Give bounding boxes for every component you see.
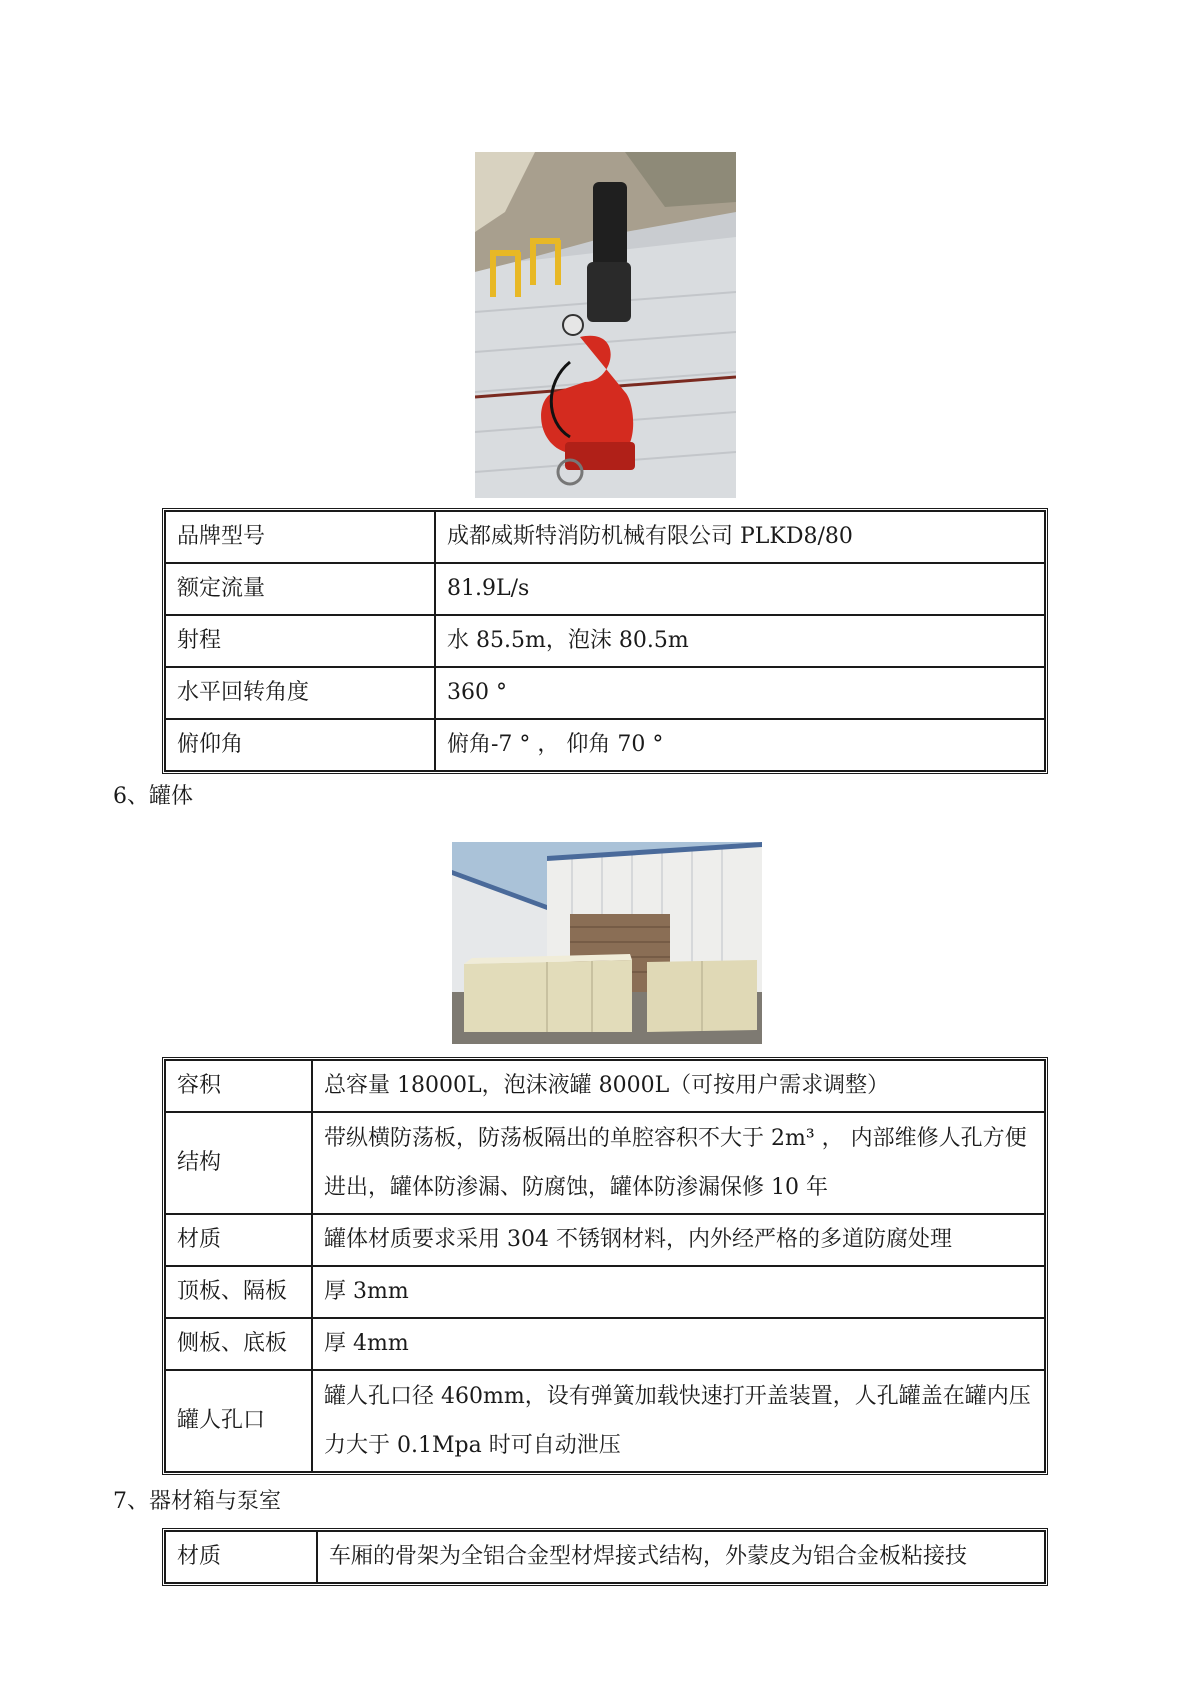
spec-value: 罐人孔口径 460mm，设有弹簧加载快速打开盖装置，人孔罐盖在罐内压力大于 0.1Mpa 时可自动泄压	[312, 1370, 1045, 1472]
spec-value: 厚 4mm	[312, 1318, 1045, 1370]
spec-label: 额定流量	[165, 563, 435, 615]
table-row	[165, 615, 1045, 667]
spec-label: 俯仰角	[165, 719, 435, 771]
spec-label: 品牌型号	[165, 511, 435, 563]
fire-monitor-photo	[475, 152, 736, 498]
spec-label: 射程	[165, 615, 435, 667]
spec-value: 罐体材质要求采用 304 不锈钢材料，内外经严格的多道防腐处理	[312, 1214, 1045, 1266]
table-row	[165, 511, 1045, 563]
table-row	[165, 1060, 1045, 1112]
spec-label: 材质	[165, 1214, 312, 1266]
table-row	[165, 1112, 1045, 1214]
section-heading-equipment-box: 7、器材箱与泵室	[113, 1489, 281, 1514]
spec-value: 水 85.5m，泡沫 80.5m	[435, 615, 1045, 667]
spec-label: 水平回转角度	[165, 667, 435, 719]
spec-label: 罐人孔口	[165, 1370, 312, 1472]
spec-label: 结构	[165, 1112, 312, 1214]
tank-spec-table	[162, 1057, 1048, 1475]
box-spec-table	[162, 1528, 1048, 1586]
tank-photo	[452, 842, 762, 1044]
spec-value: 360 °	[435, 667, 1045, 719]
table-row	[165, 1318, 1045, 1370]
spec-value: 车厢的骨架为全铝合金型材焊接式结构，外蒙皮为铝合金板粘接技	[317, 1531, 1045, 1583]
table-row	[165, 1370, 1045, 1472]
monitor-spec-table	[162, 508, 1048, 774]
spec-value: 厚 3mm	[312, 1266, 1045, 1318]
spec-value: 带纵横防荡板，防荡板隔出的单腔容积不大于 2m³ ， 内部维修人孔方便进出，罐体防渗漏、防腐蚀，罐体防渗漏保修 10 年	[312, 1112, 1045, 1214]
section-heading-tank: 6、罐体	[113, 784, 193, 809]
table-row	[165, 1531, 1045, 1583]
table-row	[165, 1266, 1045, 1318]
table-row	[165, 1214, 1045, 1266]
spec-value: 81.9L/s	[435, 563, 1045, 615]
table-row	[165, 667, 1045, 719]
table-row	[165, 719, 1045, 771]
spec-value: 总容量 18000L，泡沫液罐 8000L（可按用户需求调整）	[312, 1060, 1045, 1112]
spec-value: 成都威斯特消防机械有限公司 PLKD8/80	[435, 511, 1045, 563]
spec-label: 侧板、底板	[165, 1318, 312, 1370]
spec-label: 顶板、隔板	[165, 1266, 312, 1318]
spec-label: 材质	[165, 1531, 317, 1583]
table-row	[165, 563, 1045, 615]
spec-label: 容积	[165, 1060, 312, 1112]
spec-value: 俯角-7 ° ， 仰角 70 °	[435, 719, 1045, 771]
